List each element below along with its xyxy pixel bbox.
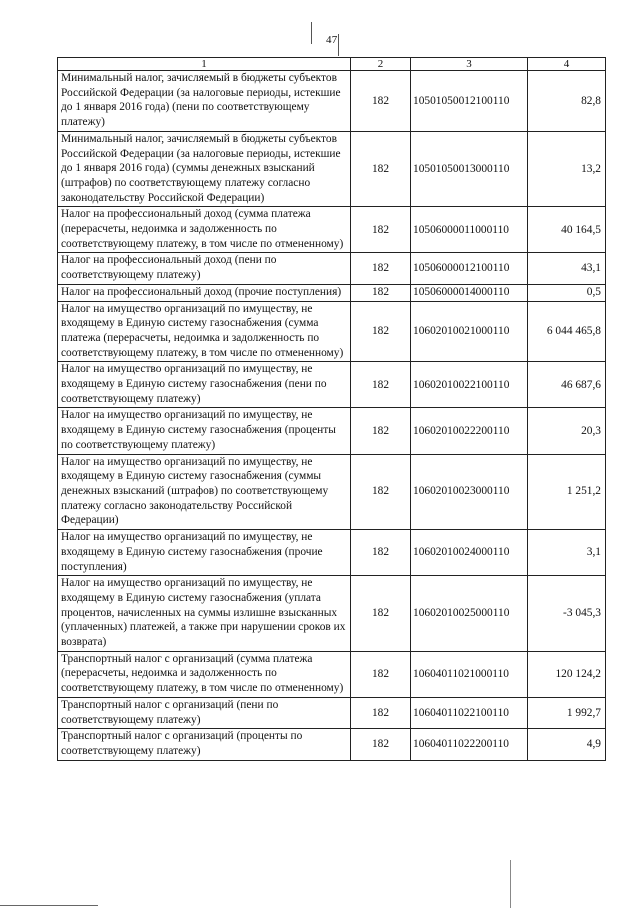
amount-cell: 6 044 465,8 — [528, 301, 606, 362]
budget-code-cell: 10602010024000110 — [411, 530, 528, 576]
amount-cell: 1 992,7 — [528, 697, 606, 728]
budget-code-cell: 10604011022100110 — [411, 697, 528, 728]
amount-cell: 46 687,6 — [528, 362, 606, 408]
budget-code-cell: 10604011022200110 — [411, 729, 528, 760]
revenue-name-cell: Налог на имущество организаций по имуществу, не входящему в Единую систему газоснабжения (прочие поступления) — [58, 530, 351, 576]
column-header-3: 3 — [411, 58, 528, 71]
amount-cell: 0,5 — [528, 284, 606, 301]
amount-cell: 13,2 — [528, 131, 606, 207]
amount-cell: 82,8 — [528, 71, 606, 132]
budget-code-cell: 10501050012100110 — [411, 71, 528, 132]
admin-code-cell: 182 — [351, 71, 411, 132]
revenue-name-cell: Налог на профессиональный доход (пени по соответствующему платежу) — [58, 253, 351, 284]
revenue-name-cell: Налог на профессиональный доход (сумма платежа (перерасчеты, недоимка и задолженность по соответствующему платежу, в том числе по отмененному) — [58, 207, 351, 253]
budget-revenue-table — [57, 57, 606, 761]
table-row — [58, 697, 606, 728]
revenue-name-cell: Налог на имущество организаций по имуществу, не входящему в Единую систему газоснабжения (суммы денежных взысканий (штрафов) по соответствующему платежу согласно законодательству Российской Федерации) — [58, 454, 351, 530]
column-header-1: 1 — [58, 58, 351, 71]
table-row — [58, 71, 606, 132]
admin-code-cell: 182 — [351, 284, 411, 301]
amount-cell: -3 045,3 — [528, 576, 606, 652]
revenue-name-cell: Налог на профессиональный доход (прочие поступления) — [58, 284, 351, 301]
revenue-name-cell: Минимальный налог, зачисляемый в бюджеты субъектов Российской Федерации (за налоговые периоды, истекшие до 1 января 2016 года) (пени по соответствующему платежу) — [58, 71, 351, 132]
budget-code-cell: 10602010022100110 — [411, 362, 528, 408]
revenue-name-cell: Налог на имущество организаций по имуществу, не входящему в Единую систему газоснабжения (пени по соответствующему платежу) — [58, 362, 351, 408]
budget-code-cell: 10506000012100110 — [411, 253, 528, 284]
budget-code-cell: 10602010023000110 — [411, 454, 528, 530]
column-header-2: 2 — [351, 58, 411, 71]
admin-code-cell: 182 — [351, 253, 411, 284]
admin-code-cell: 182 — [351, 729, 411, 760]
revenue-name-cell: Налог на имущество организаций по имуществу, не входящему в Единую систему газоснабжения (сумма платежа (перерасчеты, недоимка и задолженность по соответствующему платежу, в том числе по отмененному) — [58, 301, 351, 362]
table-row — [58, 454, 606, 530]
amount-cell: 4,9 — [528, 729, 606, 760]
admin-code-cell: 182 — [351, 454, 411, 530]
budget-code-cell: 10602010025000110 — [411, 576, 528, 652]
scan-artifact-line — [311, 22, 312, 44]
amount-cell: 20,3 — [528, 408, 606, 454]
admin-code-cell: 182 — [351, 301, 411, 362]
table-row — [58, 284, 606, 301]
admin-code-cell: 182 — [351, 408, 411, 454]
table-row — [58, 301, 606, 362]
revenue-name-cell: Налог на имущество организаций по имуществу, не входящему в Единую систему газоснабжения (уплата процентов, начисленных на суммы излишне взысканных (уплаченных) платежей, а также при нарушении сроков их возврата) — [58, 576, 351, 652]
table-row — [58, 651, 606, 697]
table-row — [58, 530, 606, 576]
revenue-name-cell: Транспортный налог с организаций (пени по соответствующему платежу) — [58, 697, 351, 728]
page-number: 47 — [326, 34, 338, 46]
budget-code-cell: 10602010021000110 — [411, 301, 528, 362]
revenue-name-cell: Налог на имущество организаций по имуществу, не входящему в Единую систему газоснабжения (проценты по соответствующему платежу) — [58, 408, 351, 454]
amount-cell: 40 164,5 — [528, 207, 606, 253]
scan-artifact-line — [510, 860, 511, 908]
budget-code-cell: 10506000014000110 — [411, 284, 528, 301]
table-row — [58, 253, 606, 284]
admin-code-cell: 182 — [351, 207, 411, 253]
amount-cell: 1 251,2 — [528, 454, 606, 530]
table-header-row — [58, 58, 606, 71]
admin-code-cell: 182 — [351, 576, 411, 652]
budget-code-cell: 10506000011000110 — [411, 207, 528, 253]
revenue-name-cell: Транспортный налог с организаций (проценты по соответствующему платежу) — [58, 729, 351, 760]
budget-code-cell: 10602010022200110 — [411, 408, 528, 454]
amount-cell: 43,1 — [528, 253, 606, 284]
admin-code-cell: 182 — [351, 131, 411, 207]
table-row — [58, 207, 606, 253]
revenue-name-cell: Транспортный налог с организаций (сумма платежа (перерасчеты, недоимка и задолженность по соответствующему платежу, в том числе по отмененному) — [58, 651, 351, 697]
admin-code-cell: 182 — [351, 697, 411, 728]
table-row — [58, 729, 606, 760]
table-row — [58, 362, 606, 408]
budget-code-cell: 10501050013000110 — [411, 131, 528, 207]
admin-code-cell: 182 — [351, 651, 411, 697]
revenue-name-cell: Минимальный налог, зачисляемый в бюджеты субъектов Российской Федерации (за налоговые периоды, истекшие до 1 января 2016 года) (суммы денежных взысканий (штрафов) по соответствующему платежу согласно законодательству Российской Федерации) — [58, 131, 351, 207]
table-row — [58, 408, 606, 454]
amount-cell: 120 124,2 — [528, 651, 606, 697]
budget-code-cell: 10604011021000110 — [411, 651, 528, 697]
amount-cell: 3,1 — [528, 530, 606, 576]
scan-artifact-line — [338, 34, 339, 56]
admin-code-cell: 182 — [351, 530, 411, 576]
scan-artifact-line — [0, 905, 98, 906]
column-header-4: 4 — [528, 58, 606, 71]
admin-code-cell: 182 — [351, 362, 411, 408]
table-row — [58, 576, 606, 652]
table-row — [58, 131, 606, 207]
